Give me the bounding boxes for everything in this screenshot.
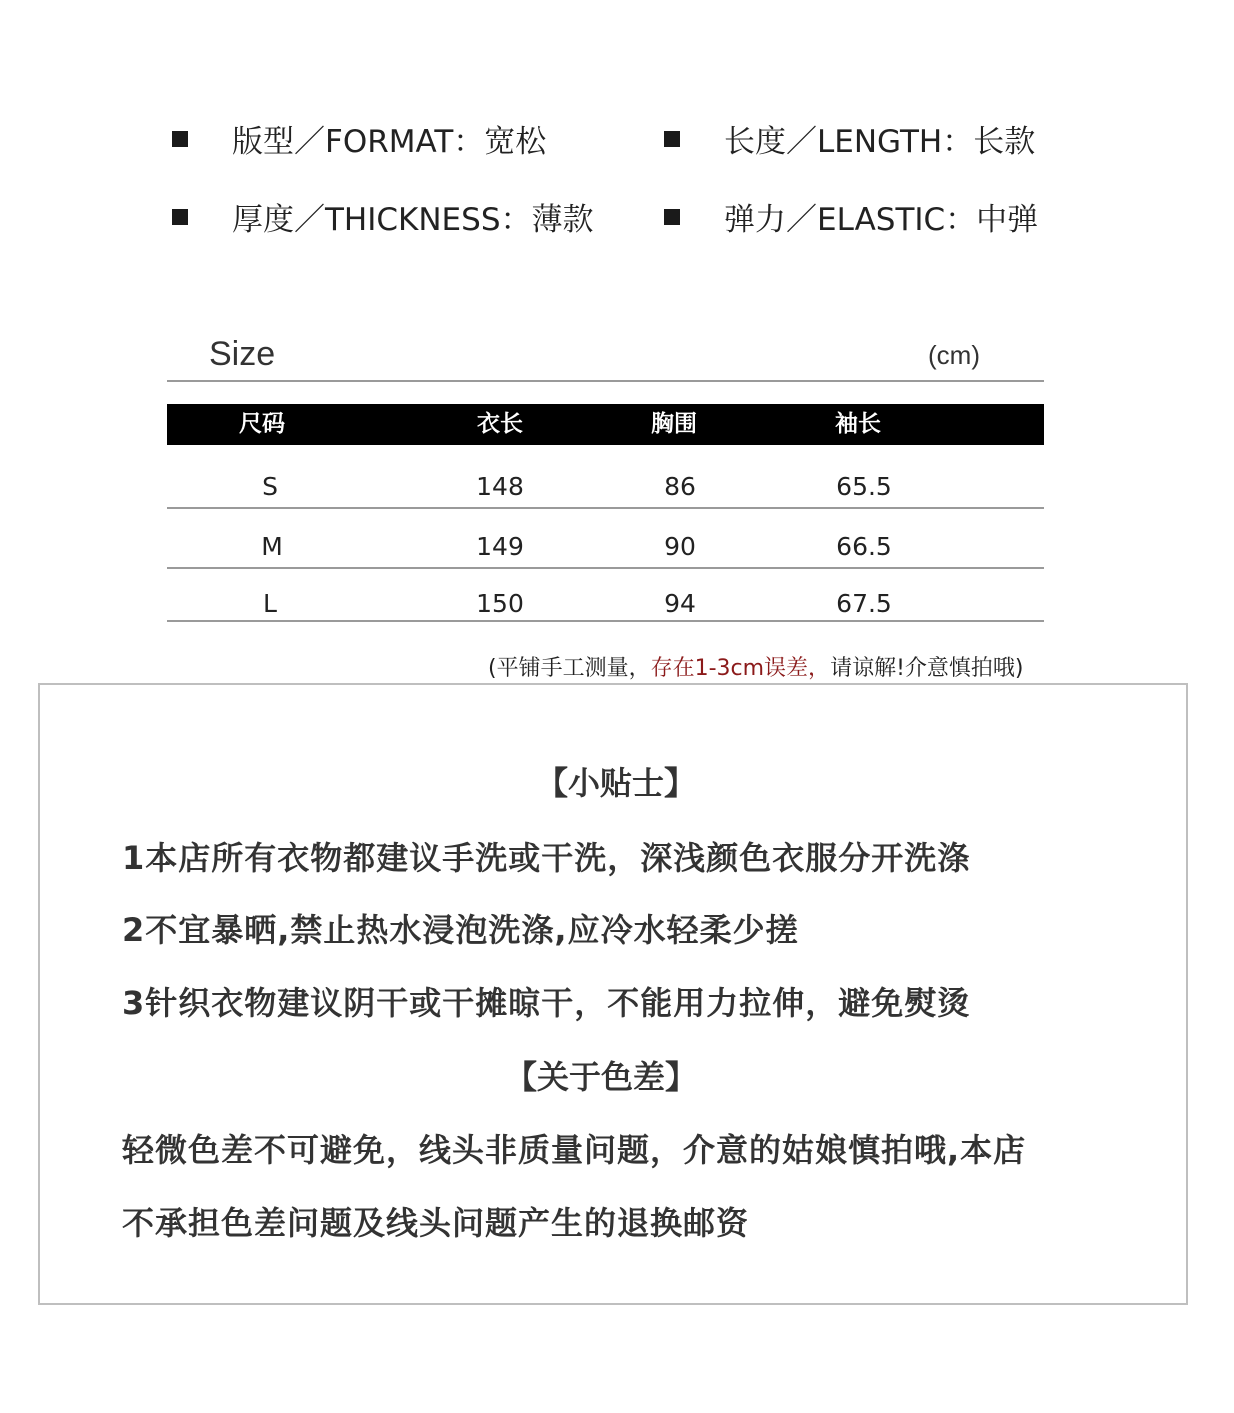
color-difference-line: 不承担色差问题及线头问题产生的退换邮资 bbox=[122, 1204, 750, 1242]
bullet-square-icon bbox=[664, 131, 680, 147]
attribute-length-label: 长度／LENGTH：长款 bbox=[724, 124, 1036, 160]
note-suffix: 请谅解!介意慎拍哦) bbox=[830, 656, 1024, 681]
attribute-length bbox=[664, 116, 1035, 161]
header-sleeve: 袖长 bbox=[835, 411, 881, 437]
cell-length: 148 bbox=[476, 472, 524, 501]
attribute-thickness-label: 厚度／THICKNESS：薄款 bbox=[232, 202, 594, 238]
attribute-format-label: 版型／FORMAT：宽松 bbox=[232, 124, 547, 160]
attribute-elastic-label: 弹力／ELASTIC：中弹 bbox=[724, 202, 1039, 238]
attribute-thickness bbox=[172, 194, 594, 239]
cell-length: 149 bbox=[476, 532, 524, 561]
size-table-header bbox=[167, 404, 1044, 445]
attribute-elastic bbox=[664, 194, 1038, 239]
divider bbox=[167, 380, 1044, 382]
cell-size: L bbox=[263, 589, 277, 618]
note-prefix: (平铺手工测量， bbox=[488, 656, 651, 681]
cell-length: 150 bbox=[476, 589, 524, 618]
row-divider bbox=[167, 620, 1044, 622]
header-size: 尺码 bbox=[239, 411, 285, 437]
attribute-format bbox=[172, 116, 546, 161]
measurement-note bbox=[488, 651, 1023, 682]
tip-item: 2不宜暴晒,禁止热水浸泡洗涤,应冷水轻柔少搓 bbox=[122, 911, 799, 949]
cell-bust: 94 bbox=[664, 589, 696, 618]
size-chart-unit: (cm) bbox=[928, 340, 980, 370]
tip-item: 1本店所有衣物都建议手洗或干洗，深浅颜色衣服分开洗涤 bbox=[122, 839, 971, 877]
bullet-square-icon bbox=[664, 209, 680, 225]
tips-title: 【小贴士】 bbox=[536, 764, 697, 802]
cell-sleeve: 67.5 bbox=[836, 589, 892, 618]
header-bust: 胸围 bbox=[651, 411, 697, 437]
color-difference-title: 【关于色差】 bbox=[505, 1058, 698, 1096]
bullet-square-icon bbox=[172, 131, 188, 147]
row-divider bbox=[167, 567, 1044, 569]
cell-sleeve: 65.5 bbox=[836, 472, 892, 501]
cell-size: S bbox=[262, 472, 278, 501]
cell-bust: 86 bbox=[664, 472, 696, 501]
size-chart-title: Size bbox=[209, 335, 276, 373]
cell-sleeve: 66.5 bbox=[836, 532, 892, 561]
cell-size: M bbox=[261, 532, 283, 561]
bullet-square-icon bbox=[172, 209, 188, 225]
cell-bust: 90 bbox=[664, 532, 696, 561]
header-length: 衣长 bbox=[477, 411, 523, 437]
color-difference-line: 轻微色差不可避免，线头非质量问题，介意的姑娘慎拍哦,本店 bbox=[122, 1131, 1027, 1169]
tip-item: 3针织衣物建议阴干或干摊晾干，不能用力拉伸，避免熨烫 bbox=[122, 984, 971, 1022]
row-divider bbox=[167, 507, 1044, 509]
note-highlight: 存在1-3cm误差， bbox=[650, 656, 831, 681]
